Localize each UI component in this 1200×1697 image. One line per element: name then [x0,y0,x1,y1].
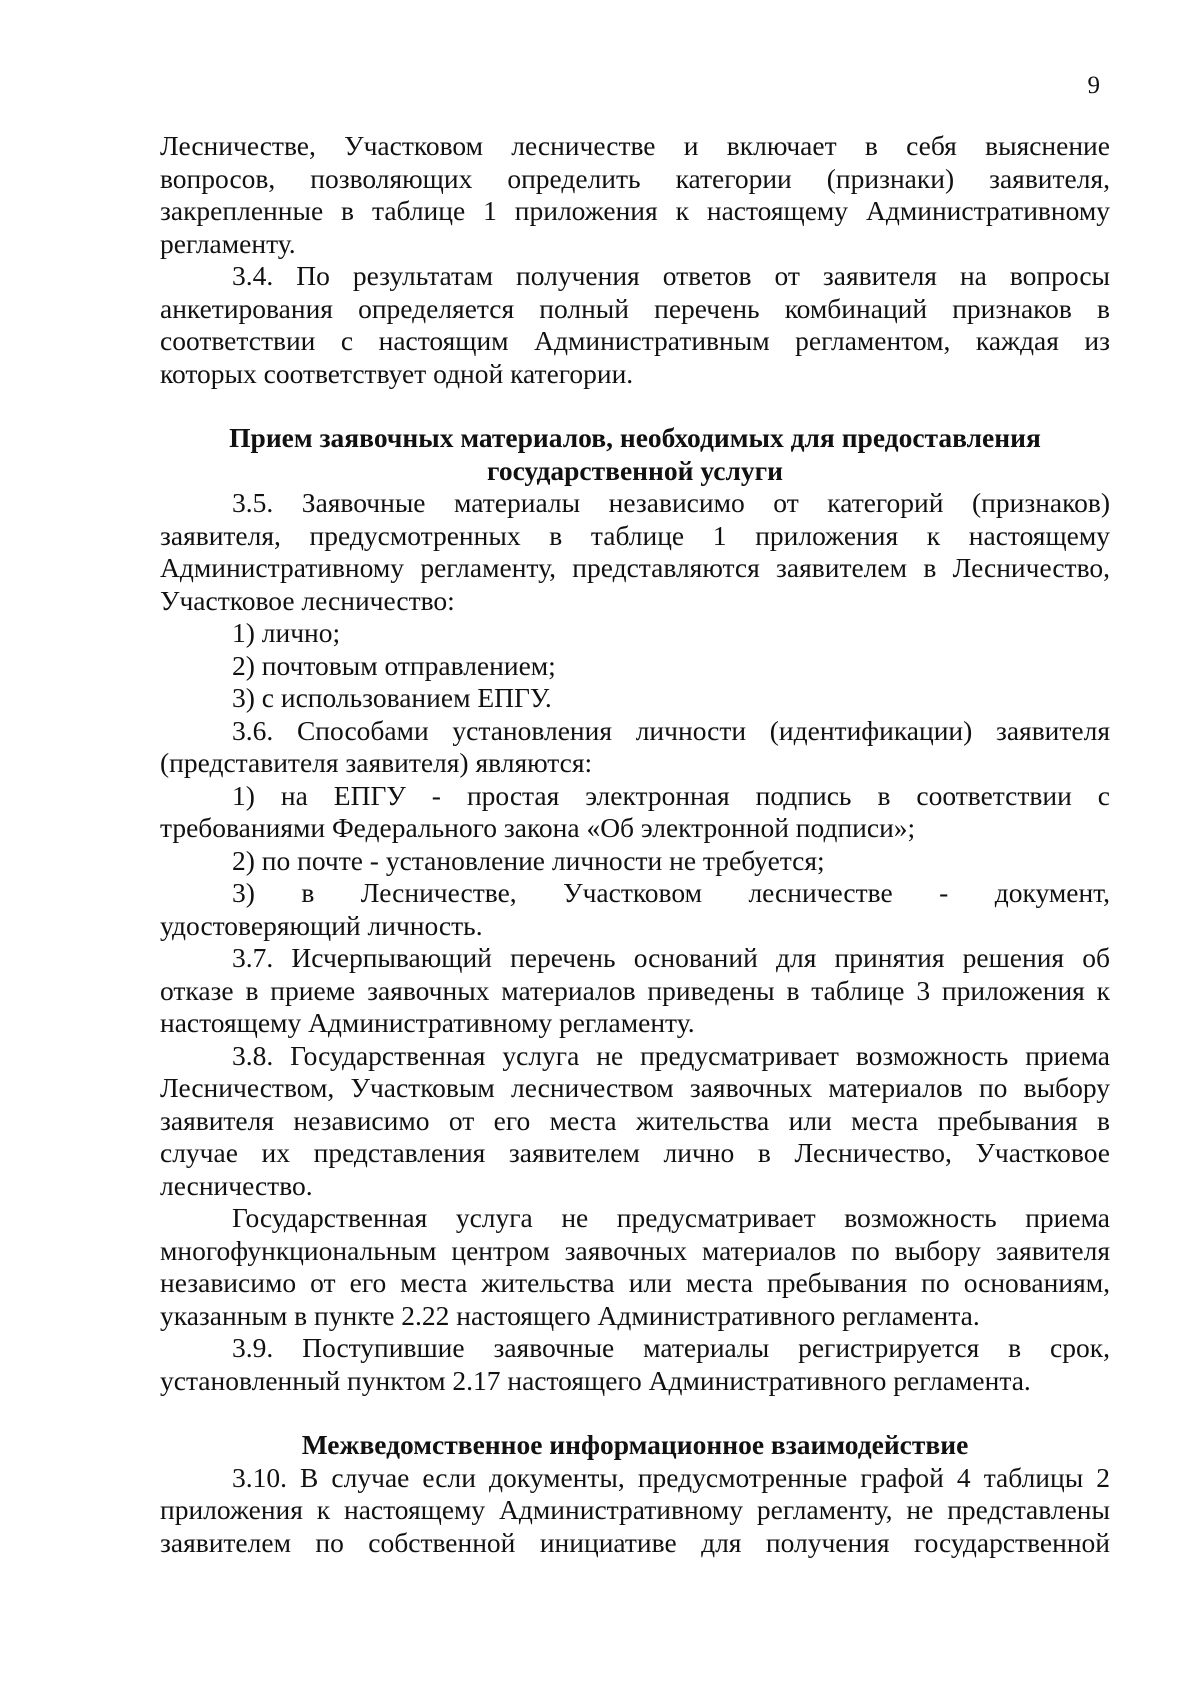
text-line: установленный пунктом 2.17 настоящего Административного регламента. [160,1364,1031,1396]
text-line: требованиями Федерального закона «Об электронной подписи»; [160,812,916,843]
list-item: 2) по почте - установление личности не требуется; [232,844,825,876]
text-line: Лесничеством, Участковым лесничеством заявочных материалов по выбору [160,1072,1110,1103]
text-line: (представителя заявителя) являются: [160,747,593,778]
list-item: 2) почтовым отправлением; [232,649,556,681]
text-line: заявителем по собственной инициативе для получения государственной [160,1526,1110,1558]
text-line: Лесничестве, Участковом лесничестве и включает в себя выяснение [160,130,1110,161]
text-line: вопросов, позволяющих определить категории (признаки) заявителя, [160,162,1110,194]
text-line: закрепленные в таблице 1 приложения к настоящему Административному [160,195,1110,226]
text-line: 1) на ЕПГУ - простая электронная подпись в соответствии с [232,779,1110,811]
paragraph-3-10-line: 3.10. В случае если документы, предусмотренные графой 4 таблицы 2 [232,1461,1110,1493]
text-line: Участковое лесничество: [160,584,455,616]
text-line: удостоверяющий личность. [160,909,483,941]
section-heading-interagency: Межведомственное информационное взаимодействие [301,1429,969,1460]
text-line: 3) в Лесничестве, Участковом лесничестве - документ, [232,877,1110,908]
paragraph-3-6-line: 3.6. Способами установления личности (идентификации) заявителя [232,714,1110,746]
text-line: случае их представления заявителем лично в Лесничество, Участковое [160,1137,1110,1168]
text-line: Административному регламенту, представляются заявителем в Лесничество, [160,552,1110,583]
paragraph-3-9-line: 3.9. Поступившие заявочные материалы регистрируется в срок, [232,1332,1110,1363]
text-line: указанным в пункте 2.22 настоящего Административного регламента. [160,1299,980,1331]
paragraph-3-8-line: 3.8. Государственная услуга не предусматривает возможность приема [232,1039,1110,1071]
text-line: приложения к настоящему Административному регламенту, не представлены [160,1494,1110,1525]
text-line: анкетирования определяется полный перечень комбинаций признаков в [160,292,1110,324]
text-line: лесничество. [160,1169,313,1201]
text-line: регламенту. [160,227,296,259]
section-gap [160,1397,1110,1429]
section-heading-intake: Прием заявочных материалов, необходимых для предоставления [229,422,1041,453]
text-line: соответствии с настоящим Административным регламентом, каждая из [160,325,1110,356]
list-item: 1) лично; [232,617,341,648]
text-line: которых соответствует одной категории. [160,357,634,389]
paragraph-3-5-line: 3.5. Заявочные материалы независимо от категорий (признаков) [232,487,1110,518]
section-gap [160,390,1110,422]
paragraph-3-4-line: 3.4. По результатам получения ответов от заявителя на вопросы [232,260,1110,291]
list-item: 3) с использованием ЕПГУ. [232,682,552,713]
text-line: отказе в приеме заявочных материалов приведены в таблице 3 приложения к [160,974,1110,1006]
text-line: заявителя, предусмотренных в таблице 1 приложения к настоящему [160,519,1110,551]
paragraph-3-7-line: 3.7. Исчерпывающий перечень оснований для принятия решения об [232,942,1110,973]
page-number: 9 [1087,72,1100,99]
text-line: многофункциональным центром заявочных материалов по выбору заявителя [160,1234,1110,1266]
text-line: Государственная услуга не предусматривает возможность приема [232,1202,1110,1233]
text-line: заявителя независимо от его места жительства или места пребывания в [160,1104,1110,1136]
text-line: настоящему Административному регламенту. [160,1007,695,1038]
section-heading-intake-cont: государственной услуги [487,454,783,486]
text-line: независимо от его места жительства или места пребывания по основаниям, [160,1267,1110,1298]
document-body [160,130,1110,1559]
